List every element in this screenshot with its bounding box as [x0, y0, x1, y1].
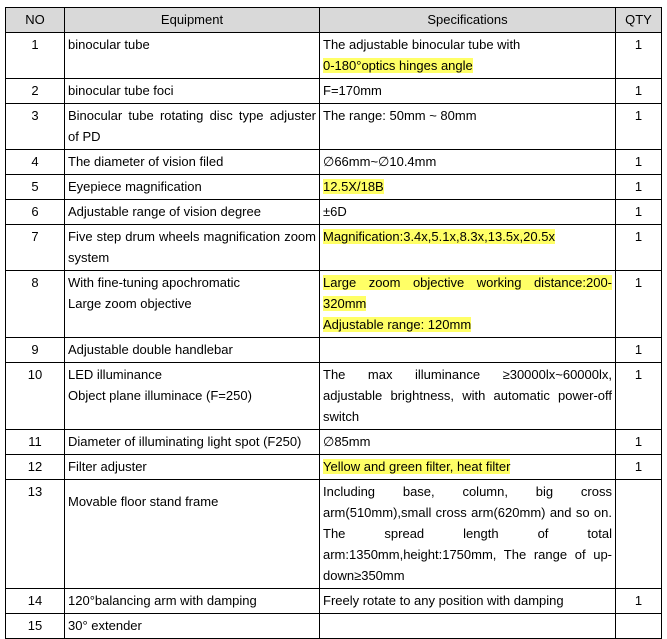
header-equipment: Equipment: [65, 8, 320, 33]
table-row: [6, 150, 662, 175]
table-row: [6, 225, 662, 271]
table-row: [6, 455, 662, 480]
row-equipment: Adjustable range of vision degree: [65, 200, 320, 225]
row-qty: 1: [616, 589, 662, 614]
equipment-line: LED illuminance: [68, 367, 162, 382]
row-specification: [320, 614, 616, 639]
equipment-text: Movable floor stand frame: [68, 494, 219, 509]
row-no: 3: [6, 104, 65, 150]
row-qty: 1: [616, 225, 662, 271]
row-specification: [320, 338, 616, 363]
row-qty: 1: [616, 175, 662, 200]
row-no: 11: [6, 430, 65, 455]
spec-highlight: Large zoom objective working distance:200-320mm: [323, 275, 612, 311]
row-no: 10: [6, 363, 65, 430]
row-qty: 1: [616, 271, 662, 338]
row-equipment: Adjustable double handlebar: [65, 338, 320, 363]
row-specification: [320, 455, 616, 480]
row-qty: 1: [616, 79, 662, 104]
table-row: [6, 363, 662, 430]
equipment-line: Large zoom objective: [68, 296, 192, 311]
row-no: 13: [6, 480, 65, 589]
row-qty: 1: [616, 104, 662, 150]
row-specification: The range: 50mm ~ 80mm: [320, 104, 616, 150]
header-row: [6, 8, 662, 33]
row-specification: ±6D: [320, 200, 616, 225]
row-equipment: binocular tube foci: [65, 79, 320, 104]
row-qty: 1: [616, 338, 662, 363]
row-equipment: [65, 480, 320, 589]
row-specification: F=170mm: [320, 79, 616, 104]
row-no: 1: [6, 33, 65, 79]
row-equipment: Eyepiece magnification: [65, 175, 320, 200]
row-qty: 1: [616, 200, 662, 225]
equipment-line: Object plane illuminace (F=250): [68, 388, 252, 403]
row-qty: 1: [616, 430, 662, 455]
row-no: 14: [6, 589, 65, 614]
row-specification: [320, 271, 616, 338]
table-row: [6, 104, 662, 150]
header-qty: QTY: [616, 8, 662, 33]
row-qty: [616, 480, 662, 589]
row-no: 4: [6, 150, 65, 175]
row-qty: 1: [616, 150, 662, 175]
row-specification: ∅85mm: [320, 430, 616, 455]
row-qty: 1: [616, 33, 662, 79]
row-no: 15: [6, 614, 65, 639]
row-specification: ∅66mm~∅10.4mm: [320, 150, 616, 175]
equipment-spec-table: [5, 7, 662, 639]
row-qty: 1: [616, 363, 662, 430]
row-specification: The max illuminance ≥30000lx~60000lx, adjustable brightness, with automatic power-off switch: [320, 363, 616, 430]
row-specification: Including base, column, big cross arm(510mm),small cross arm(620mm) and so on. The spread length of total arm:1350mm,height:1750mm, The range of up-down≥350mm: [320, 480, 616, 589]
spec-text: The adjustable binocular tube with: [323, 37, 521, 52]
table-row: [6, 33, 662, 79]
table-row: [6, 614, 662, 639]
spec-highlight: Adjustable range: 120mm: [323, 317, 472, 332]
row-equipment: Filter adjuster: [65, 455, 320, 480]
row-equipment: Diameter of illuminating light spot (F250): [65, 430, 320, 455]
row-no: 2: [6, 79, 65, 104]
row-no: 7: [6, 225, 65, 271]
table-row: [6, 271, 662, 338]
row-qty: [616, 614, 662, 639]
row-equipment: 120°balancing arm with damping: [65, 589, 320, 614]
row-qty: 1: [616, 455, 662, 480]
equipment-line: With fine-tuning apochromatic: [68, 275, 240, 290]
row-equipment: [65, 363, 320, 430]
row-equipment: 30° extender: [65, 614, 320, 639]
table-row: [6, 175, 662, 200]
row-no: 6: [6, 200, 65, 225]
header-specifications: Specifications: [320, 8, 616, 33]
table-row: [6, 430, 662, 455]
table-row: [6, 480, 662, 589]
spec-highlight: Magnification:3.4x,5.1x,8.3x,13.5x,20.5x: [323, 229, 555, 244]
row-no: 9: [6, 338, 65, 363]
row-no: 12: [6, 455, 65, 480]
row-equipment: Binocular tube rotating disc type adjuster of PD: [65, 104, 320, 150]
row-specification: [320, 33, 616, 79]
row-equipment: The diameter of vision filed: [65, 150, 320, 175]
row-equipment: [65, 271, 320, 338]
row-no: 5: [6, 175, 65, 200]
spec-highlight: 0-180°optics hinges angle: [323, 58, 473, 73]
spec-highlight: 12.5X/18B: [323, 179, 384, 194]
header-no: NO: [6, 8, 65, 33]
table-row: [6, 338, 662, 363]
row-specification: [320, 175, 616, 200]
row-no: 8: [6, 271, 65, 338]
table-row: [6, 79, 662, 104]
row-specification: Freely rotate to any position with damping: [320, 589, 616, 614]
spec-highlight: Yellow and green filter, heat filter: [323, 459, 511, 474]
row-specification: [320, 225, 616, 271]
row-equipment: binocular tube: [65, 33, 320, 79]
table-row: [6, 200, 662, 225]
row-equipment: Five step drum wheels magnification zoom system: [65, 225, 320, 271]
